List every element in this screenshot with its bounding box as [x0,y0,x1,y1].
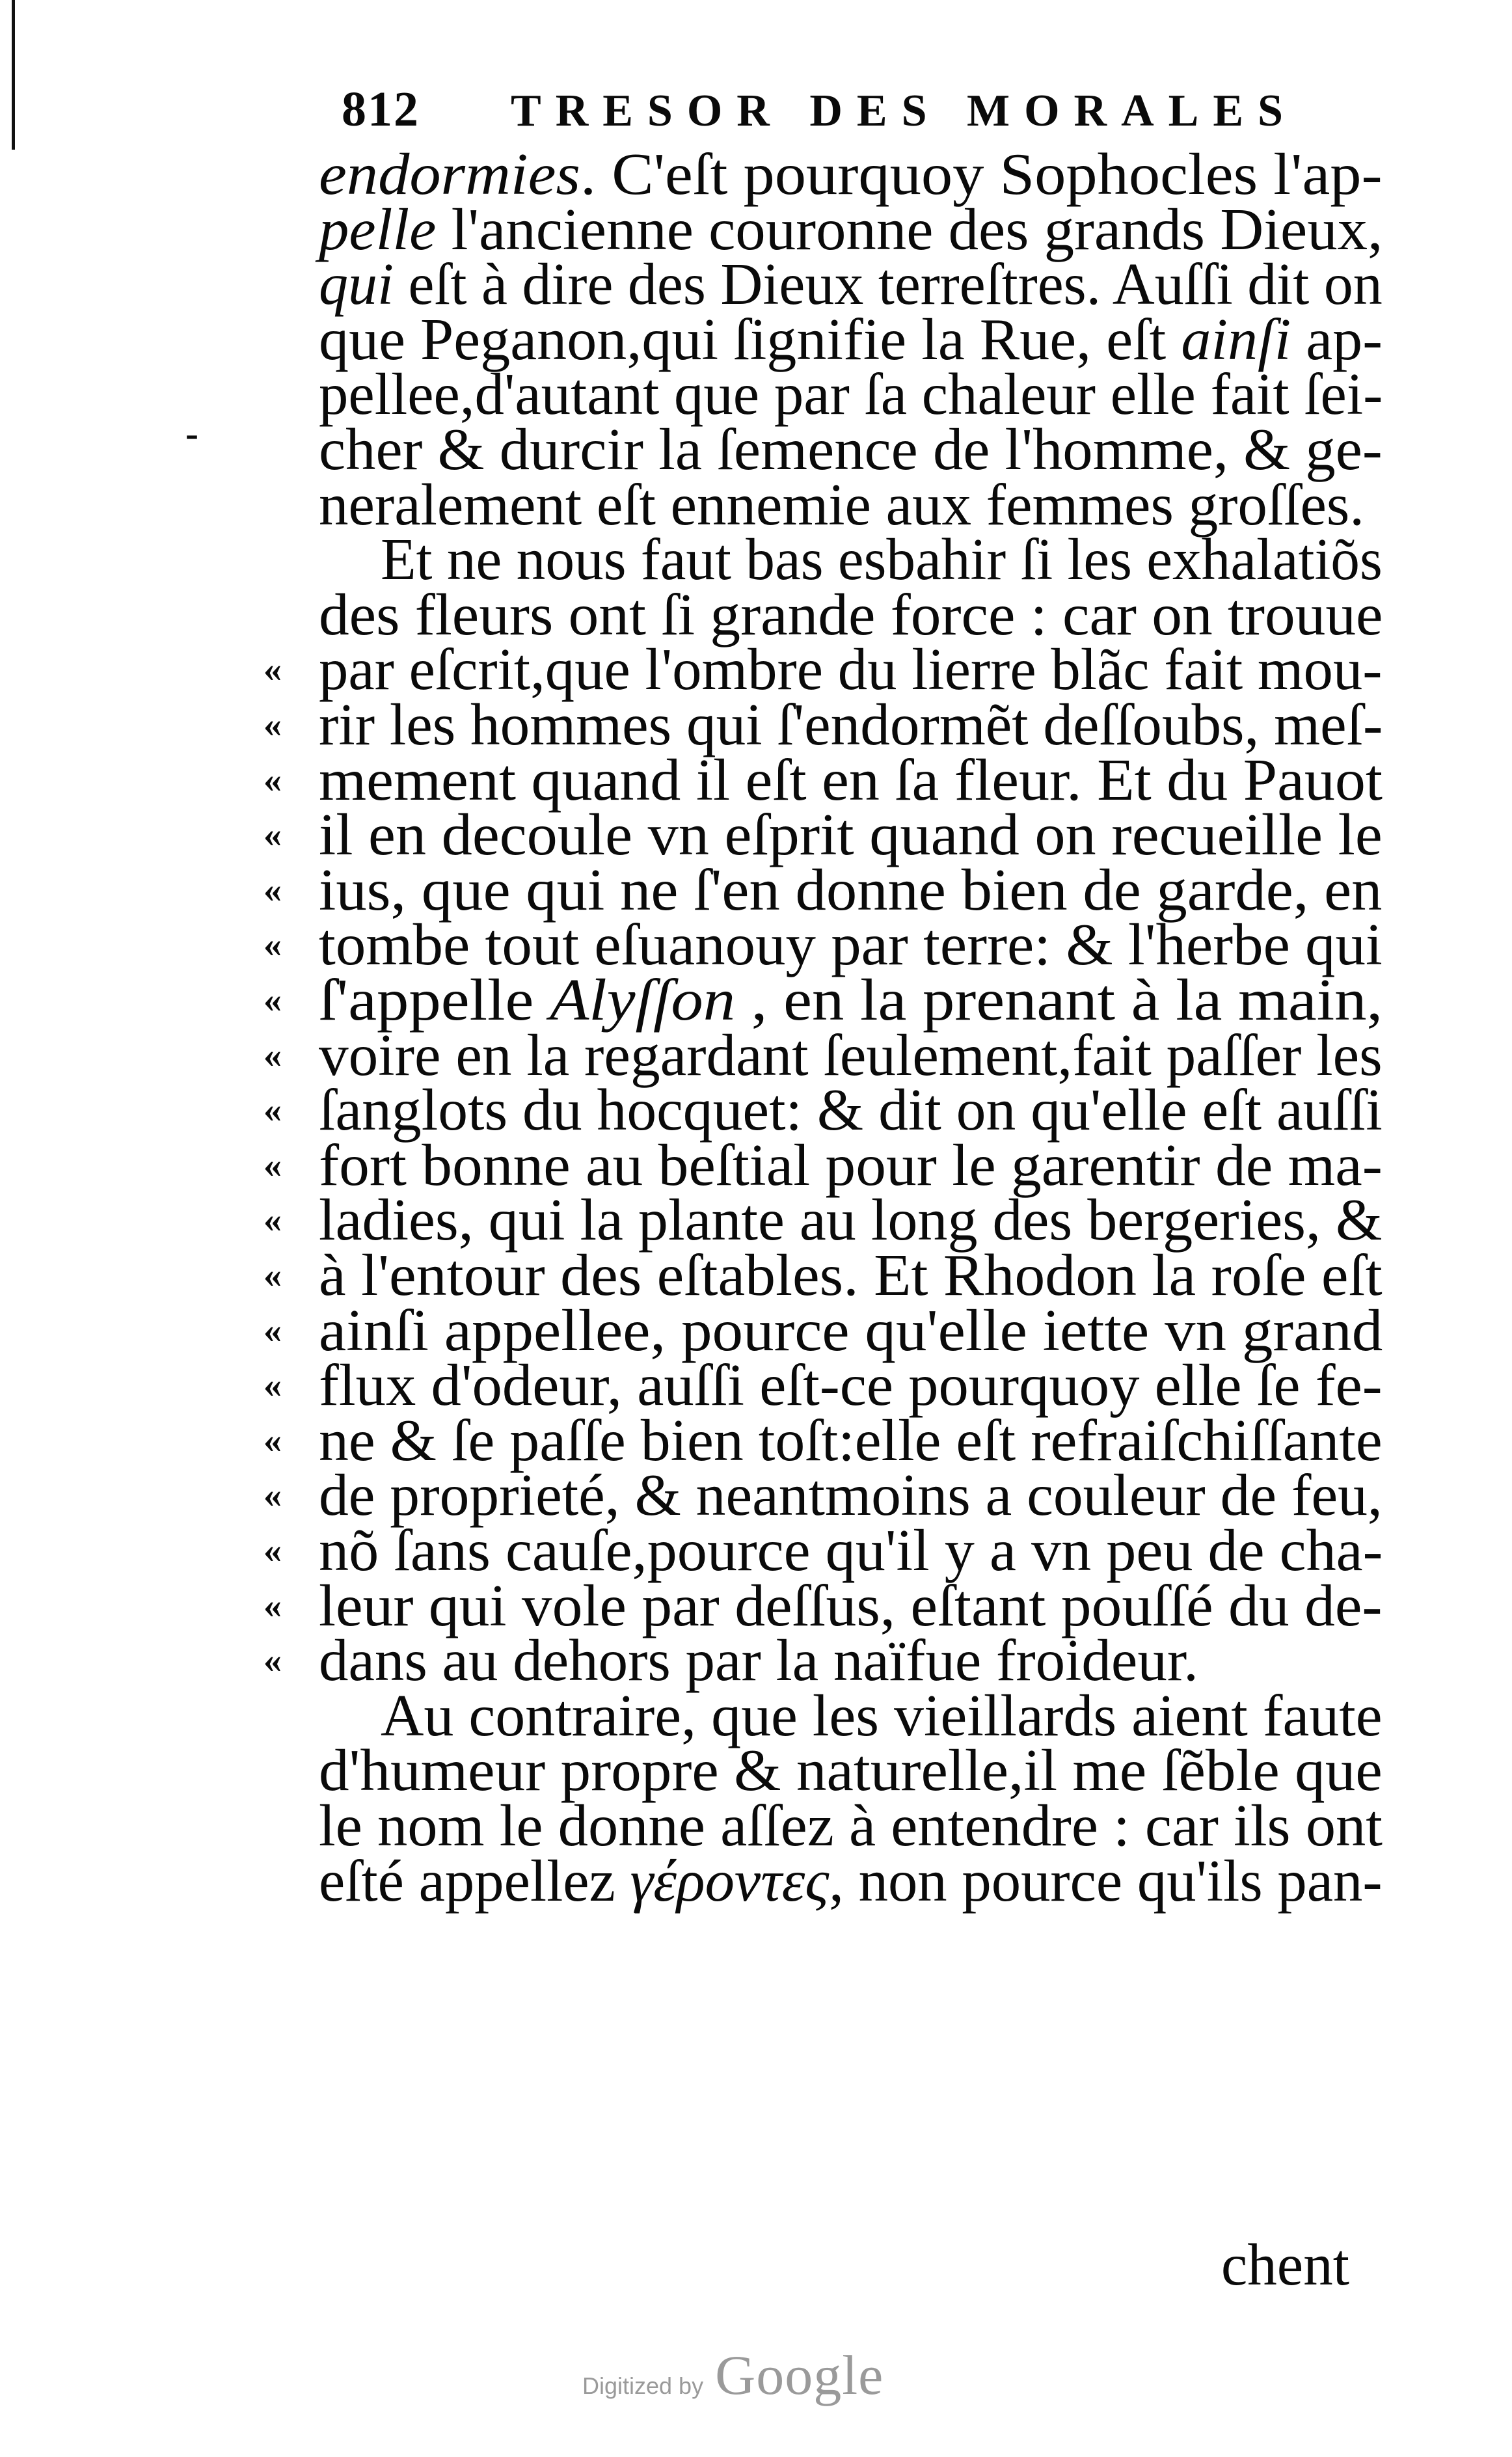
marginal-quote-mark: « [263,1145,282,1186]
text-span: l'ancienne couronne des grands Dieux, [436,196,1383,262]
text-line [319,802,1383,868]
text-line [381,1682,1383,1748]
marginal-quote-mark: « [263,1640,282,1681]
text-span: pellee,d'autant que par ſa chaleur elle fait ſei- [319,361,1383,428]
margin-mark: - [185,412,198,455]
page-edge [12,0,15,150]
marginal-quote-mark: « [263,1090,282,1131]
text-line [319,1187,1383,1253]
text-span: de proprieté, & neantmoins a couleur de feu, [319,1462,1383,1528]
marginal-quote-mark: « [263,649,282,690]
text-span: Et ne nous faut bas esbahir ſi les exhalatiõs [381,526,1383,593]
text-span: que Peganon,qui ſignifie la Rue, eſt [319,306,1181,372]
text-line [319,1517,1383,1583]
text-line [319,1242,1383,1308]
text-line [319,1077,1383,1143]
text-line [319,1572,1383,1638]
digitized-footer [582,2342,884,2408]
text-line [319,196,1383,262]
text-line [319,361,1383,428]
text-span: ius, que qui ne ſ'en donne bien de garde, en [319,856,1383,923]
marginal-quote-mark: « [263,869,282,910]
text-span: le nom le donne aſſez à entendre : car ils ont [319,1793,1383,1858]
marginal-quote-mark: « [263,1255,282,1296]
text-line [319,692,1383,757]
text-span: à l'entour des eſtables. Et Rhodon la roſe eſt [319,1242,1383,1308]
text-line [319,912,1383,978]
text-line [319,416,1383,482]
footer-brand-logo: Google [715,2344,884,2406]
marginal-quote-mark: « [263,759,282,800]
text-span: fort bonne au beſtial pour le garentir de ma- [319,1132,1383,1198]
marginal-quote-mark: « [263,925,282,966]
italic-word: qui [319,251,394,318]
text-span: , en la prenant à la main, [735,967,1383,1033]
marginal-quote-mark: « [263,1585,282,1626]
text-span: ne & ſe paſſe bien toſt:elle eſt refraiſchiſſante [319,1407,1383,1473]
text-line [319,1793,1383,1858]
text-line [319,1352,1383,1419]
text-span: leur qui vole par deſſus, eſtant pouſſé du de- [319,1572,1383,1638]
text-span: flux d'odeur, auſſi eſt-ce pourquoy elle ſe fe- [319,1352,1383,1419]
page-number: 812 [342,82,420,137]
running-title: TRESOR DES MORALES [511,86,1297,136]
text-span: Au contraire, que les vieillards aient faute [381,1682,1383,1748]
text-span: neralement eſt ennemie aux femmes groſſes. [319,471,1365,537]
text-line [319,1297,1383,1363]
marginal-quote-mark: « [263,1200,282,1241]
marginal-quote-mark: « [263,1310,282,1351]
text-span: nõ ſans cauſe,pource qu'il y a vn peu de cha- [319,1517,1383,1583]
text-line [319,856,1383,923]
text-line [319,636,1383,703]
text-line [319,306,1383,372]
text-span: eſté appellez [319,1847,630,1914]
text-span: . C'eſt pourquoy Sophocles l'ap- [580,141,1383,207]
text-line [319,471,1365,537]
text-span: eſt à dire des Dieux terreſtres. Auſſi dit on [394,251,1383,318]
text-line [319,1132,1383,1198]
text-span: ſanglots du hocquet: & dit on qu'elle eſt auſſi [319,1077,1383,1143]
text-span: ap- [1291,306,1383,372]
marginal-quote-mark: « [263,1365,282,1406]
text-span: ladies, qui la plante au long des bergeries, & [319,1187,1383,1253]
text-line [319,1022,1383,1088]
text-span: rir les hommes qui ſ'endormẽt deſſoubs, meſ- [319,692,1383,757]
text-line [319,581,1383,647]
text-line [319,1627,1198,1694]
text-line [319,967,1383,1033]
text-line [381,526,1383,593]
marginal-quote-mark: « [263,1420,282,1461]
text-line [319,251,1383,318]
marginal-quote-mark: « [263,815,282,856]
text-span: mement quand il eſt en ſa fleur. Et du Pauot [319,746,1383,813]
text-span: ainſi appellee, pource qu'elle iette vn grand [319,1297,1383,1363]
marginal-quote-mark: « [263,1530,282,1571]
marginal-quote-mark: « [263,1475,282,1516]
italic-word: endormies [319,141,580,207]
text-span: ſ'appelle [319,967,550,1033]
text-line [319,1407,1383,1473]
text-span: voire en la regardant ſeulement,fait paſſer les [319,1022,1383,1088]
text-line [319,1737,1383,1804]
text-span: il en decoule vn eſprit quand on recueille le [319,802,1383,868]
text-line [319,1847,1383,1914]
text-span: cher & durcir la ſemence de l'homme, & ge- [319,416,1383,482]
text-span: des fleurs ont ſi grande force : car on trouue [319,581,1383,647]
page-header [342,81,1383,138]
text-span: d'humeur propre & naturelle,il me ſẽble que [319,1737,1383,1804]
greek-word: γέροντες [630,1847,830,1914]
italic-word: pelle [319,196,437,262]
text-span: , non pource qu'ils pan- [829,1847,1383,1914]
text-line [319,1462,1383,1528]
marginal-quote-mark: « [263,705,282,745]
text-span: dans au dehors par la naïfue froideur. [319,1627,1198,1694]
italic-word: Alyſſon [549,967,736,1033]
marginal-quote-mark: « [263,980,282,1020]
footer-prefix: Digitized by [582,2372,704,2399]
marginal-quote-mark: « [263,1035,282,1076]
text-span: tombe tout eſuanouy par terre: & l'herbe qui [319,912,1383,978]
italic-word: ainſi [1181,306,1291,372]
text-span: par eſcrit,que l'ombre du lierre blãc fait mou- [319,636,1383,703]
catchword: chent [1221,2232,1349,2298]
text-line [319,746,1383,813]
text-line [319,141,1383,207]
